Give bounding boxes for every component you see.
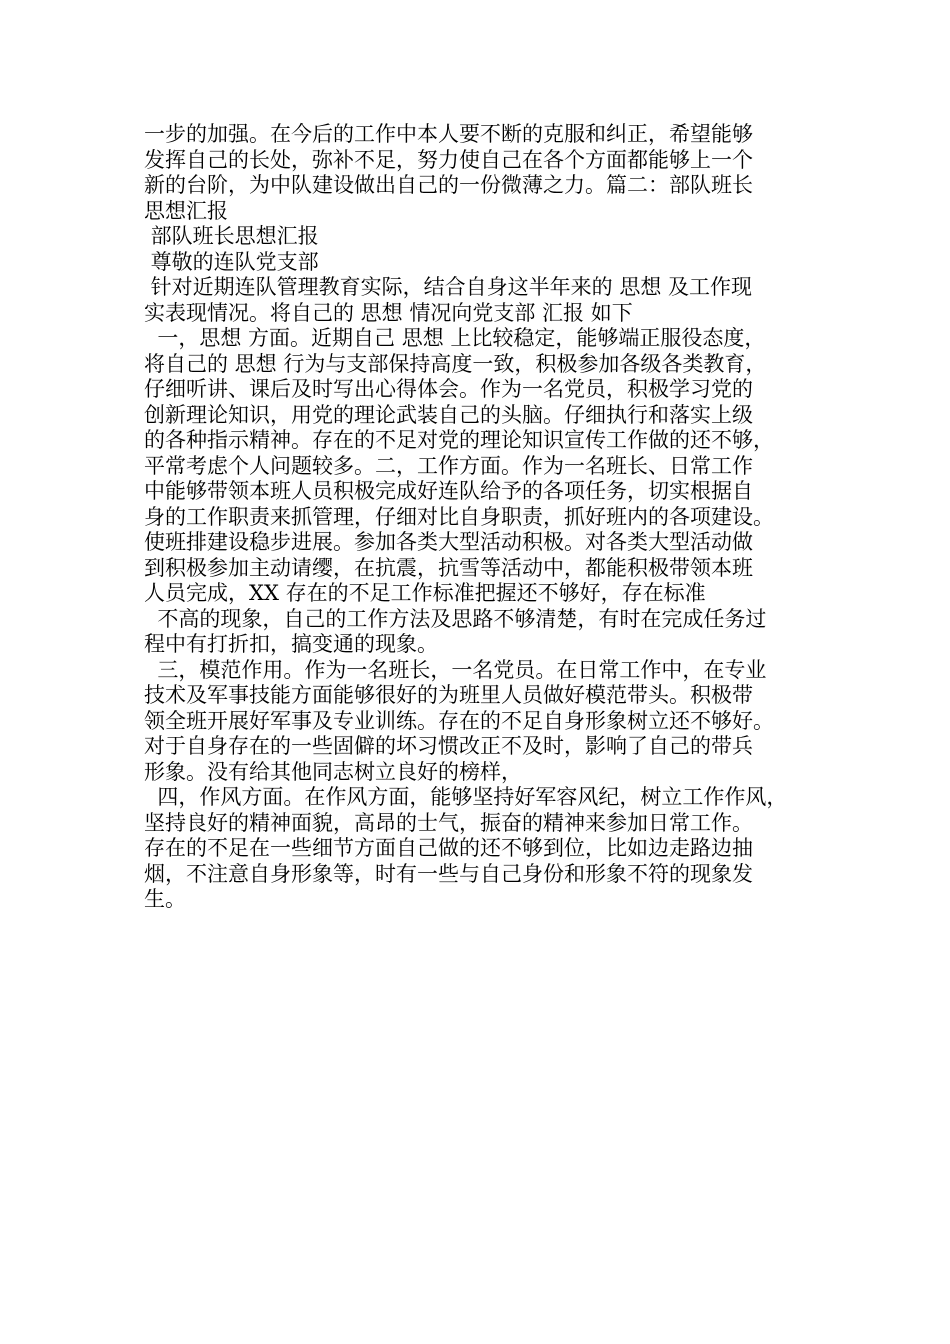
- text-line: 对于自身存在的一些固僻的坏习惯改正不及时，影响了自己的带兵: [144, 734, 753, 758]
- text-line: 四，作风方面。在作风方面，能够坚持好军容风纪，树立工作作风，: [144, 785, 788, 809]
- salutation: 尊敬的连队党支部: [144, 249, 319, 274]
- text-line: 存在的不足在一些细节方面自己做的还不够到位，比如边走路边抽: [144, 836, 753, 860]
- text-line: 到积极参加主动请缨，在抗震，抗雪等活动中，都能积极带领本班: [144, 555, 753, 580]
- text-line: 技术及军事技能方面能够很好的为班里人员做好模范带头。积极带: [144, 683, 753, 707]
- text-line: 三，模范作用。作为一名班长，一名党员。在日常工作中，在专业: [144, 657, 767, 682]
- text-line: 身的工作职责来抓管理，仔细对比自身职责，抓好班内的各项建设。: [144, 504, 774, 529]
- text-line: 形象。没有给其他同志树立良好的榜样，: [144, 759, 522, 784]
- text-line: 平常考虑个人问题较多。二，工作方面。作为一名班长、日常工作: [144, 453, 753, 478]
- text-line: 新的台阶，为中队建设做出自己的一份微薄之力。篇二：部队班长: [144, 173, 753, 197]
- text-line: 一，思想 方面。近期自己 思想 上比较稳定，能够端正服役态度，: [144, 326, 766, 350]
- text-line: 程中有打折扣，搞变通的现象。: [144, 632, 438, 656]
- text-line: 领全班开展好军事及专业训练。存在的不足自身形象树立还不够好。: [144, 708, 774, 733]
- text-line: 生。: [144, 887, 186, 911]
- document-body: [144, 122, 834, 913]
- text-line: 发挥自己的长处，弥补不足，努力使自己在各个方面都能够上一个: [144, 147, 753, 172]
- text-line: 针对近期连队管理教育实际，结合自身这半年来的 思想 及工作现: [144, 275, 753, 299]
- text-line: 中能够带领本班人员积极完成好连队给予的各项任务，切实根据自: [144, 479, 753, 503]
- text-line: 将自己的 思想 行为与支部保持高度一致，积极参加各级各类教育，: [144, 351, 767, 376]
- text-line: 烟，不注意自身形象等，时有一些与自己身份和形象不符的现象发: [144, 861, 753, 886]
- text-line: 坚持良好的精神面貌，高昂的士气，振奋的精神来参加日常工作。: [144, 810, 753, 835]
- text-line: 人员完成，XX 存在的不足工作标准把握还不够好，存在标准: [144, 581, 706, 605]
- text-line: 思想汇报: [144, 198, 228, 223]
- text-line: 创新理论知识，用党的理论武装自己的头脑。仔细执行和落实上级: [144, 402, 753, 427]
- section-heading: 部队班长思想汇报: [144, 224, 319, 248]
- text-line: 使班排建设稳步进展。参加各类大型活动积极。对各类大型活动做: [144, 530, 753, 554]
- text-line: 实表现情况。将自己的 思想 情况向党支部 汇报 如下: [144, 300, 633, 325]
- text-line: 仔细听讲、课后及时写出心得体会。作为一名党员，积极学习党的: [144, 377, 753, 401]
- text-line: 一步的加强。在今后的工作中本人要不断的克服和纠正，希望能够: [144, 122, 753, 146]
- text-line: 的各种指示精神。存在的不足对党的理论知识宣传工作做的还不够，: [144, 428, 774, 452]
- text-line: 不高的现象，自己的工作方法及思路不够清楚，有时在完成任务过: [144, 606, 767, 631]
